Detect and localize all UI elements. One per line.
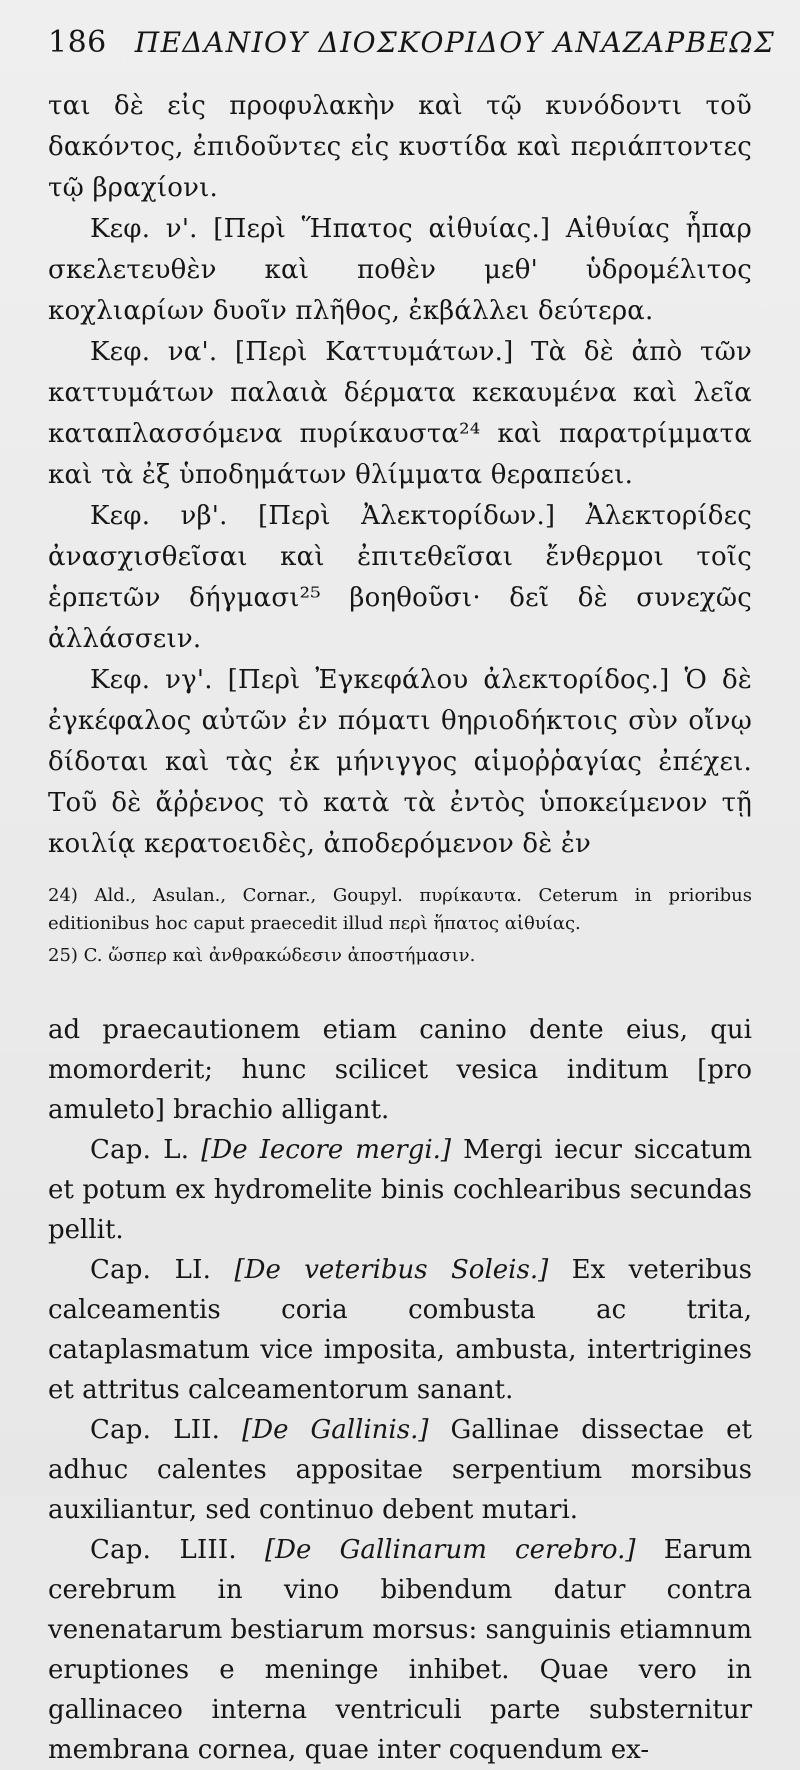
greek-paragraph-text: Κεφ. νβ'. [Περὶ Ἀλεκτορίδων.] Ἀλεκτορίδες ἀνασχισθεῖσαι καὶ ἐπιτεθεῖσαι ἔνθερμοι τοῖς ἑρπετῶν δήγμασι²⁵ βοηθοῦσι· δεῖ δὲ συνεχῶς ἀλλάσσειν. — [48, 501, 752, 654]
chapter-title: [De veteribus Soleis.] — [234, 1255, 549, 1285]
page-number: 186 — [48, 25, 107, 60]
latin-chapter — [48, 1410, 752, 1530]
latin-chapter — [48, 1250, 752, 1410]
greek-paragraph — [48, 496, 752, 660]
footnotes — [48, 882, 752, 970]
greek-paragraph-text: Κεφ. νγ'. [Περὶ Ἐγκεφάλου ἀλεκτορίδος.] Ὁ δὲ ἐγκέφαλος αὐτῶν ἐν πόματι θηριοδήκτοις σὺν οἴνῳ δίδοται καὶ τὰς ἐκ μήνιγγος αἱμοῤῥαγίας ἐπέχει. Τοῦ δὲ ἄῤῥενος τὸ κατὰ τὰ ἐντὸς ὑποκείμενον τῇ κοιλίᾳ κερατοειδὲς, ἀποδερόμενον δὲ ἐν — [48, 665, 752, 859]
chapter-text: Ex veteribus calceamentis coria combusta ac trita, cataplasmatum vice imposita, ambusta, intertrigines et attritus calceamentorum sanant. — [48, 1255, 753, 1405]
chapter-text: Gallinae dissectae et adhuc calentes appositae serpentium morsibus auxiliantur, sed continuo debent mutari. — [48, 1415, 752, 1525]
greek-paragraph-text: Κεφ. να'. [Περὶ Καττυμάτων.] Τὰ δὲ ἀπὸ τῶν καττυμάτων παλαιὰ δέρματα κεκαυμένα καὶ λεῖα καταπλασσόμενα πυρίκαυστα²⁴ καὶ παρατρίμματα καὶ τὰ ἐξ ὑποδημάτων θλίμματα θεραπεύει. — [48, 337, 752, 490]
chapter-label: Cap. L. — [90, 1135, 190, 1165]
footnote-text: 25) C. ὥσπερ καὶ ἀνθρακώδεσιν ἀποστήμασιν. — [48, 945, 476, 966]
chapter-title: [De Iecore mergi.] — [201, 1135, 452, 1165]
greek-paragraph — [48, 86, 752, 209]
latin-chapter — [48, 1130, 752, 1250]
footnote-text: 24) Ald., Asulan., Cornar., Goupyl. πυρίκαυτα. Ceterum in prioribus editionibus hoc caput praecedit illud περὶ ἥπατος αἰθυίας. — [48, 885, 752, 934]
chapter-title: [De Gallinarum cerebro.] — [265, 1535, 636, 1565]
chapter-text: Earum cerebrum in vino bibendum datur contra venenatarum bestiarum morsus: sanguinis etiamnum eruptiones e meninge inhibet. Quae vero in gallinaceo interna ventriculi parte substernitur membrana cornea, quae inter coquendum ex- — [48, 1535, 752, 1765]
chapter-text: Mergi iecur siccatum et potum ex hydromelite binis cochlearibus secundas pellit. — [48, 1135, 752, 1245]
greek-paragraph — [48, 332, 752, 496]
greek-paragraph — [48, 209, 752, 332]
latin-paragraph — [48, 1010, 752, 1130]
greek-paragraph-text: Κεφ. ν'. [Περὶ Ἥπατος αἰθυίας.] Αἰθυίας ἧπαρ σκελετευθὲν καὶ ποθὲν μεθ' ὑδρομέλιτος κοχλιαρίων δυοῖν πλῆθος, ἐκβάλλει δεύτερα. — [48, 214, 752, 326]
running-head: ΠΕΔΑΝΙΟΥ ΔΙΟΣΚΟΡΙΔΟΥ ΑΝΑΖΑΡΒΕΩΣ — [134, 26, 776, 59]
chapter-label: Cap. LI. — [90, 1255, 212, 1285]
latin-chapter — [48, 1530, 752, 1770]
latin-paragraph-text: ad praecautionem etiam canino dente eius, qui momorderit; hunc scilicet vesica inditum [pro amuleto] brachio alligant. — [48, 1015, 752, 1125]
latin-text-block — [48, 1010, 752, 1770]
greek-paragraph-text: ται δὲ εἰς προφυλακὴν καὶ τῷ κυνόδοντι τοῦ δακόντος, ἐπιδοῦντες εἰς κυστίδα καὶ περιάπτοντες τῷ βραχίονι. — [48, 91, 752, 203]
greek-paragraph — [48, 660, 752, 865]
chapter-label: Cap. LIII. — [90, 1535, 237, 1565]
page-header — [48, 25, 776, 84]
chapter-label: Cap. LII. — [90, 1415, 221, 1445]
footnote — [48, 942, 752, 970]
chapter-title: [De Gallinis.] — [242, 1415, 429, 1445]
greek-text-block — [48, 86, 752, 865]
footnote — [48, 882, 752, 938]
